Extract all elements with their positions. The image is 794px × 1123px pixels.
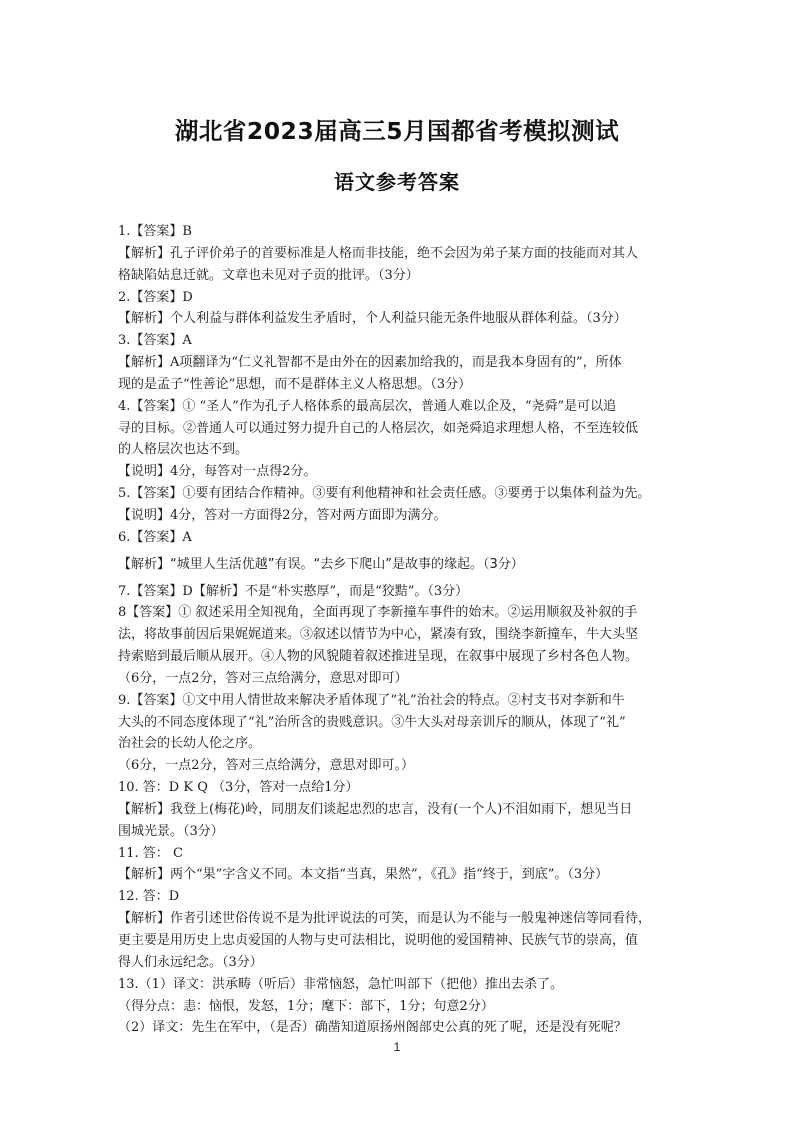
text-line: （6分，一点2分，答对三点给满分，意思对即可） (118, 670, 408, 686)
document-title: 湖北省2023届高三5月国都省考模拟测试 (174, 117, 620, 145)
text-line: 【解析】个人利益与群体利益发生矛盾时，个人利益只能无条件地服从群体利益。（3分） (118, 311, 627, 327)
text-line: 8【答案】① 叙述采用全知视角，全面再现了李新撞车事件的始末。②运用顺叙及补叙的手 (118, 605, 638, 621)
text-line: 围城光景。（3分） (118, 823, 224, 839)
text-line: 3.【答案】A (118, 333, 192, 349)
page-number: 1 (393, 1040, 401, 1054)
text-line: （得分点：恚：恼恨，发怒，1分；麾下：部下，1分；句意2分） (118, 998, 494, 1014)
text-line: 格缺陷姑息迁就。文章也未见对子贡的批评。（3分） (118, 267, 419, 283)
text-line: 【解析】作者引述世俗传说不是为批评说法的可笑，而是认为不能与一般鬼神迷信等同看待， (118, 911, 652, 927)
text-line: 2.【答案】D (118, 289, 193, 305)
text-line: 10. 答：D K Q （3分，答对一点给1分） (118, 780, 359, 796)
text-line: 大头的不同态度体现了“礼”治所含的贵贱意识。③牛大头对母亲训斥的顺从，体现了“礼” (118, 714, 626, 730)
text-line: 【说明】4分，答对一方面得2分，答对两方面即为满分。 (118, 507, 447, 523)
text-line: 6.【答案】A (118, 529, 192, 545)
text-line: 【解析】孔子评价弟子的首要标准是人格而非技能，绝不会因为弟子某方面的技能而对其人 (118, 245, 639, 261)
text-line: 【解析】A项翻译为“仁义礼智都不是由外在的因素加给我的，而是我本身固有的”，所体 (118, 355, 622, 371)
text-line: 11. 答： C (118, 845, 183, 861)
text-line: 9.【答案】①文中用人情世故来解决矛盾体现了“礼”治社会的特点。②村支书对李新和牛 (118, 692, 625, 708)
text-line: 【解析】两个“果”字含义不同。本文指“当真，果然”，《孔》指“终于，到底”。（3分） (118, 867, 609, 883)
text-line: 寻的目标。②普通人可以通过努力提升自己的人格层次，如尧舜追求理想人格，不至连较低 (118, 420, 639, 436)
text-line: 得人们永远纪念。（3分） (118, 954, 263, 970)
text-line: 【说明】4分，每答对一点得2分。 (118, 464, 317, 480)
text-line: 4.【答案】① “圣人”作为孔子人格体系的最高层次，普通人难以企及，“尧舜”是可以追 (118, 398, 617, 414)
document-subtitle: 语文参考答案 (334, 170, 460, 194)
text-line: 7.【答案】D【解析】不是“朴实憨厚”，而是“狡黠”。（3分） (118, 583, 469, 599)
text-line: 法，将故事前因后果娓娓道来。③叙述以情节为中心，紧凑有致，围绕李新撞车，牛大头坚 (118, 627, 639, 643)
text-line: 持索赔到最后顺从展开。④人物的风貌随着叙述推进呈现，在叙事中展现了乡村各色人物。 (118, 649, 639, 665)
text-line: 【解析】我登上(梅花)岭，同朋友们谈起忠烈的忠言，没有(一个人)不泪如雨下，想见当日 (118, 801, 633, 817)
answer-body (118, 221, 684, 1039)
text-line: 12. 答：D (118, 889, 180, 905)
text-line: 的人格层次也达不到。 (118, 442, 249, 458)
text-line: 5.【答案】①要有团结合作精神。③要有利他精神和社会责任感。③要勇于以集体利益为先。 (118, 486, 651, 502)
text-line: 【解析】“城里人生活优越”有误。“去乡下爬山”是故事的缘起。（3分） (118, 556, 524, 572)
text-line: 治社会的长幼人伦之序。 (118, 736, 262, 752)
text-line: 更主要是用历史上忠贞爱国的人物与史可法相比，说明他的爱国精神、民族气节的崇高，值 (118, 933, 639, 948)
text-line: 现的是孟子“性善论”思想，而不是群体主义人格思想。（3分） (118, 376, 472, 392)
text-line: （2）译文：先生在军中，（是否）确凿知道原扬州阁部史公真的死了呢，还是没有死呢？ (118, 1020, 627, 1036)
text-line: 1.【答案】B (118, 224, 192, 239)
text-line: 13.（1）译文：洪承畴（听后）非常恼怒，急忙叫部下（把他）推出去杀了。 (118, 976, 563, 992)
text-line: （6分，一点2分，答对三点给满分，意思对即可。） (118, 758, 415, 774)
